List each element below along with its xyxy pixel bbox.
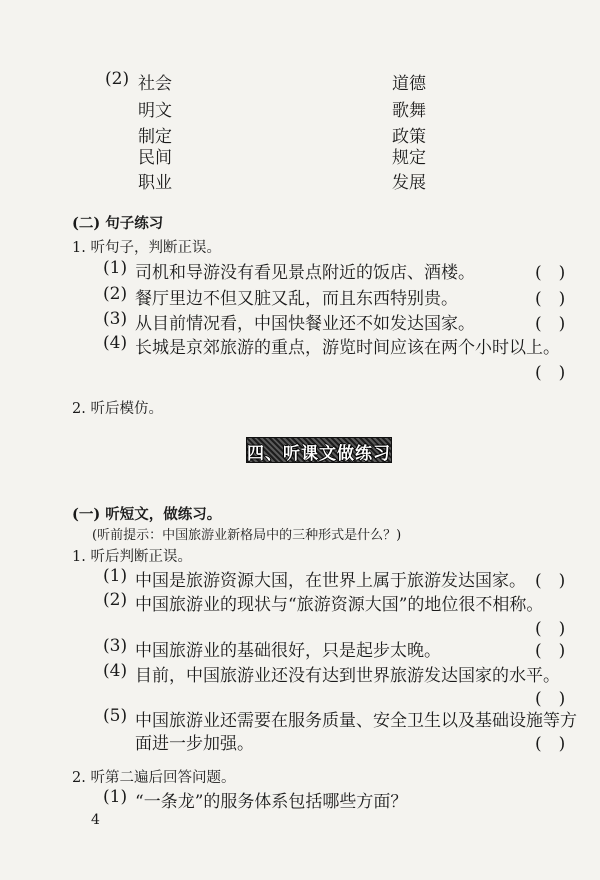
hint-text: (听前提示：中国旅游业新格局中的三种形式是什么？) [92,528,402,543]
item-text: 长城是京郊旅游的重点，游览时间应该在两个小时以上。 [135,338,560,358]
question-title: 2. 听第二遍后回答问题。 [72,770,236,786]
item-number: (1) [103,566,128,586]
section-heading: (二) 句子练习 [72,215,164,232]
match-right-item: 发展 [392,173,426,193]
match-left-item: 民间 [138,148,172,168]
answer-blank[interactable]: ( ) [535,314,566,334]
match-left-item: 社会 [138,74,172,94]
answer-blank[interactable]: ( ) [535,689,566,709]
item-number: (4) [103,661,128,681]
answer-blank[interactable]: ( ) [535,641,566,661]
match-right-item: 政策 [392,127,426,147]
item-text: 目前，中国旅游业还没有达到世界旅游发达国家的水平。 [135,666,560,686]
match-right-item: 歌舞 [392,101,426,121]
item-text: 司机和导游没有看见景点附近的饭店、酒楼。 [135,263,475,283]
answer-blank[interactable]: ( ) [535,734,566,754]
section-banner-label: 四、听课文做练习 [247,444,391,464]
item-text: 从目前情况看，中国快餐业还不如发达国家。 [135,314,475,334]
question-title: 1. 听句子，判断正误。 [72,240,221,256]
answer-blank[interactable]: ( ) [535,619,566,639]
answer-blank[interactable]: ( ) [535,289,566,309]
question-title: 2. 听后模仿。 [72,401,163,417]
item-text: “一条龙”的服务体系包括哪些方面？ [135,792,408,812]
item-number: (2) [103,284,128,304]
item-number: (1) [103,787,128,807]
item-number: (3) [103,636,128,656]
section-banner [246,437,392,463]
section-heading: (一) 听短文，做练习。 [72,506,222,523]
item-text: 中国旅游业还需要在服务质量、安全卫生以及基础设施等方 [135,711,577,731]
item-number: (1) [103,258,128,278]
item-text-continued: 面进一步加强。 [135,734,254,754]
match-right-item: 规定 [392,148,426,168]
item-text: 中国是旅游资源大国，在世界上属于旅游发达国家。 [135,571,526,591]
answer-blank[interactable]: ( ) [535,363,566,383]
match-right-item: 道德 [392,74,426,94]
item-number: (5) [103,706,128,726]
item-number: (2) [103,590,128,610]
item-text: 餐厅里边不但又脏又乱，而且东西特别贵。 [135,289,458,309]
match-left-item: 制定 [138,127,172,147]
question-title: 1. 听后判断正误。 [72,549,192,565]
answer-blank[interactable]: ( ) [535,263,566,283]
match-number: (2) [105,69,130,89]
match-left-item: 职业 [138,173,172,193]
item-text: 中国旅游业的基础很好，只是起步太晚。 [135,641,441,661]
item-number: (3) [103,309,128,329]
page-number: 4 [91,812,100,828]
item-text: 中国旅游业的现状与“旅游资源大国”的地位很不相称。 [135,595,544,615]
match-left-item: 明文 [138,101,172,121]
item-number: (4) [103,333,128,353]
answer-blank[interactable]: ( ) [535,571,566,591]
